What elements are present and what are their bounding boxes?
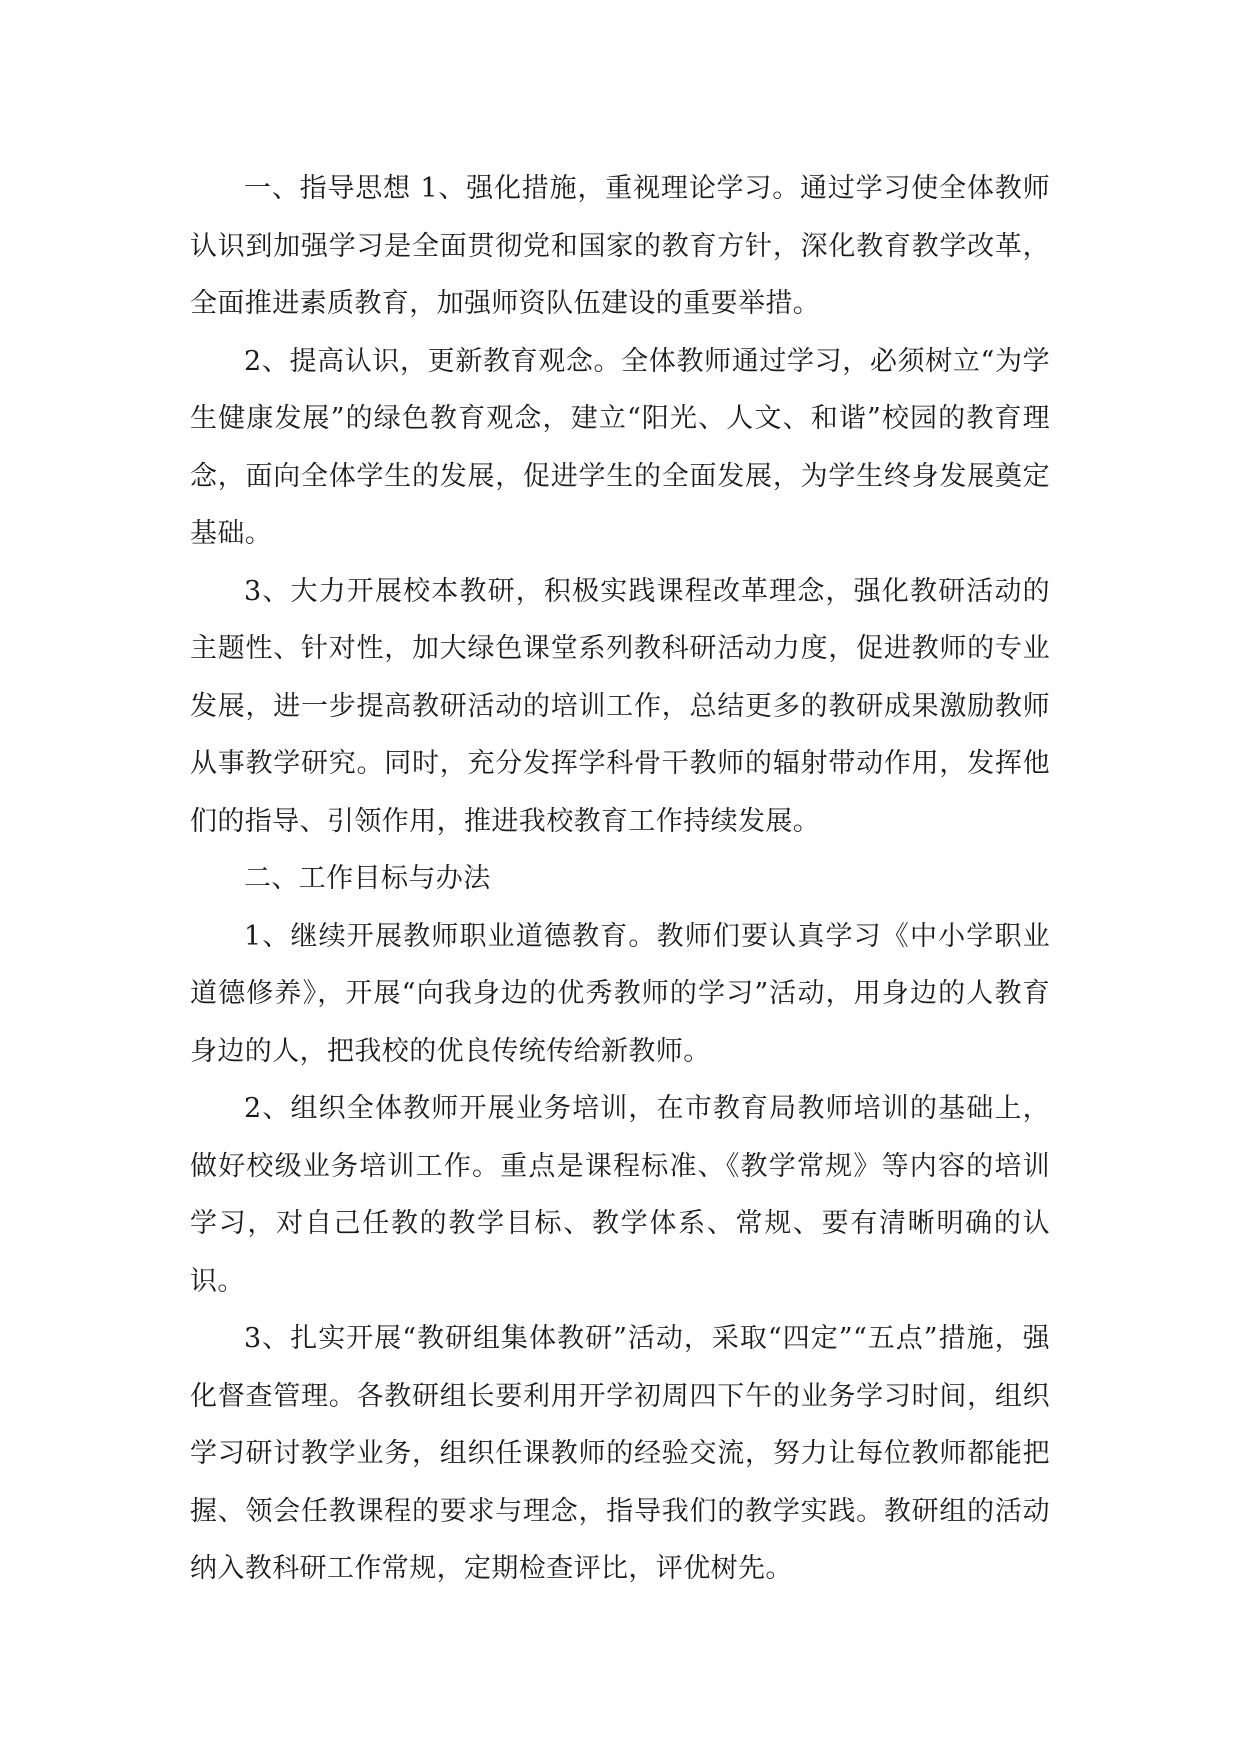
paragraph-group-research: 3、扎实开展“教研组集体教研”活动，采取“四定”“五点”措施，强化督查管理。各教研组长要利用开学初周四下午的业务学习时间，组织学习研讨教学业务，组织任课教师的经验交流，努力让每位教师都能把握、领会任教课程的要求与理念，指导我们的教学实践。教研组的活动纳入教科研工作常规，定期检查评比，评优树先。 xyxy=(190,1323,1050,1584)
paragraph-ethics-education: 1、继续开展教师职业道德教育。教师们要认真学习《中小学职业道德修养》，开展“向我身边的优秀教师的学习”活动，用身边的人教育身边的人，把我校的优良传统传给新教师。 xyxy=(190,920,1050,1067)
paragraph-school-research: 3、大力开展校本教研，积极实践课程改革理念，强化教研活动的主题性、针对性，加大绿色课堂系列教科研活动力度，促进教师的专业发展，进一步提高教研活动的培训工作，总结更多的教研成果激励教师从事教学研究。同时，充分发挥学科骨干教师的辐射带动作用，发挥他们的指导、引领作用，推进我校教育工作持续发展。 xyxy=(190,575,1050,837)
section-heading-goals-methods: 二、工作目标与办法 xyxy=(244,863,491,894)
paragraph-guiding-ideology: 一、指导思想 1、强化措施，重视理论学习。通过学习使全体教师认识到加强学习是全面贯彻党和国家的教育方针，深化教育教学改革，全面推进素质教育，加强师资队伍建设的重要举措。 xyxy=(190,173,1050,319)
paragraph-business-training: 2、组织全体教师开展业务培训，在市教育局教师培训的基础上，做好校级业务培训工作。重点是课程标准、《教学常规》等内容的培训学习，对自己任教的教学目标、教学体系、常规、要有清晰明确的认识。 xyxy=(190,1093,1050,1297)
document-body xyxy=(190,160,1050,1598)
paragraph-raise-awareness: 2、提高认识，更新教育观念。全体教师通过学习，必须树立“为学生健康发展”的绿色教育观念，建立“阳光、人文、和谐”校园的教育理念，面向全体学生的发展，促进学生的全面发展，为学生终身发展奠定基础。 xyxy=(190,345,1050,549)
